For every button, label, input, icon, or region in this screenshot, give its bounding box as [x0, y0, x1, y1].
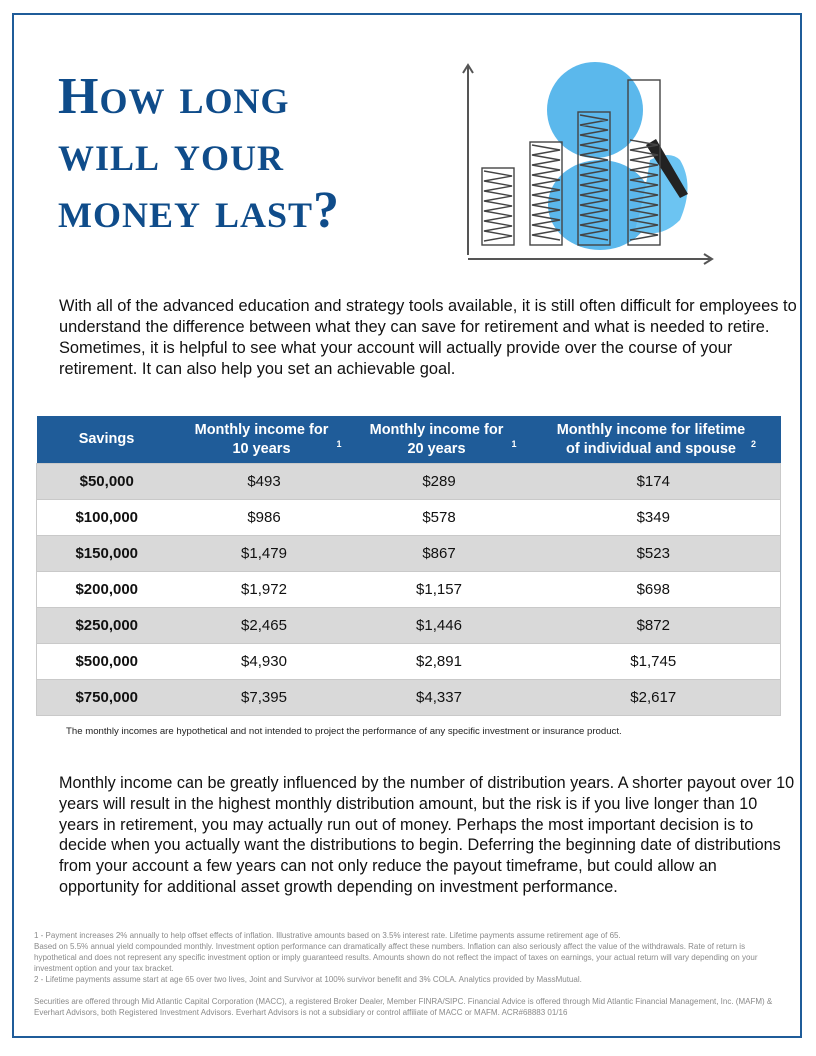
cell-lifetime: $1,745 — [527, 644, 781, 680]
table-row — [37, 644, 781, 680]
cell-lifetime: $698 — [527, 572, 781, 608]
table-row — [37, 572, 781, 608]
table-row — [37, 680, 781, 716]
table-row — [37, 464, 781, 500]
cell-10-years: $1,972 — [177, 572, 352, 608]
title-line: will your — [58, 125, 285, 182]
cell-20-years: $578 — [352, 500, 527, 536]
footnotes — [34, 930, 786, 985]
header-savings: Savings — [37, 416, 177, 464]
cell-10-years: $493 — [177, 464, 352, 500]
cell-lifetime: $349 — [527, 500, 781, 536]
bar-chart-illustration — [450, 55, 730, 270]
cell-20-years: $289 — [352, 464, 527, 500]
cell-savings: $150,000 — [37, 536, 177, 572]
title-line: How long — [58, 68, 290, 125]
cell-10-years: $7,395 — [177, 680, 352, 716]
intro-paragraph: With all of the advanced education and strategy tools available, it is still often difficult for employees to understand the difference between what they can save for retirement and what is needed to retire. Sometimes, it is helpful to see what your account will actually provide over the course of your retirement. It can also help you set an achievable goal. — [59, 297, 797, 378]
body-paragraph: Monthly income can be greatly influenced by the number of distribution years. A shorter payout over 10 years will result in the highest monthly distribution amount, but the risk is if you live longer than 10 years in retirement, you may actually run out of money. Perhaps the most important decision is to decide when you actually want the distributions to begin. Deferring the beginning date of distributions from your account a few years can not only reduce the payout timeframe, but could allow an opportunity for additional asset growth depending on investment performance. — [59, 774, 795, 896]
cell-lifetime: $174 — [527, 464, 781, 500]
cell-savings: $250,000 — [37, 608, 177, 644]
footnote: Based on 5.5% annual yield compounded monthly. Investment option performance can dramatically affect these numbers. Inflation can also seriously affect the value of the withdrawals. Rate of return is hypothetical and does not represent any specific investment option or imply guaranteed results. Amounts shown do not reflect the impact of taxes on earnings, your actual return will vary depending on your investment option and your tax bracket. — [34, 942, 758, 973]
table-row — [37, 500, 781, 536]
cell-10-years: $1,479 — [177, 536, 352, 572]
cell-20-years: $867 — [352, 536, 527, 572]
table-row — [37, 536, 781, 572]
header-10-years: Monthly income for 10 years $^1$ — [177, 416, 352, 464]
table-disclaimer: The monthly incomes are hypothetical and not intended to project the performance of any specific investment or insurance product. — [66, 726, 622, 737]
cell-20-years: $1,157 — [352, 572, 527, 608]
zigzag-line — [484, 171, 512, 241]
header-lifetime: Monthly income for lifetime of individual and spouse $^2$ — [527, 416, 781, 464]
cell-lifetime: $872 — [527, 608, 781, 644]
income-table — [36, 416, 781, 716]
footnote: 2 - Lifetime payments assume start at age 65 over two lives, Joint and Survivor at 100% survivor benefit and 3% COLA. Analytics provided by MassMutual. — [34, 975, 582, 984]
cell-20-years: $2,891 — [352, 644, 527, 680]
header-20-years: Monthly income for 20 years $^1$ — [352, 416, 527, 464]
legal-text: Securities are offered through Mid Atlantic Capital Corporation (MACC), a registered Broker Dealer, Member FINRA/SIPC. Financial Advice is offered through Mid Atlantic Financial Management, Inc. (MAFM) & Everhart Advisors, both Registered Investment Advisors. Everhart Advisors is not a subsidiary or control affiliate of MACC or MAFM. ACR#68883 01/16 — [34, 997, 773, 1017]
footnote: 1 - Payment increases 2% annually to help offset effects of inflation. Illustrative amounts based on 3.5% interest rate. Lifetime payments assume retirement age of 65. — [34, 931, 621, 940]
cell-savings: $50,000 — [37, 464, 177, 500]
cell-savings: $200,000 — [37, 572, 177, 608]
table-header-row — [37, 416, 781, 464]
cell-20-years: $4,337 — [352, 680, 527, 716]
cell-10-years: $4,930 — [177, 644, 352, 680]
title-line: money last? — [58, 182, 341, 239]
table-row — [37, 608, 781, 644]
page-title — [58, 68, 340, 239]
cell-20-years: $1,446 — [352, 608, 527, 644]
cell-10-years: $986 — [177, 500, 352, 536]
cell-savings: $100,000 — [37, 500, 177, 536]
cell-lifetime: $523 — [527, 536, 781, 572]
cell-savings: $500,000 — [37, 644, 177, 680]
cell-savings: $750,000 — [37, 680, 177, 716]
figure-body — [548, 160, 652, 250]
cell-10-years: $2,465 — [177, 608, 352, 644]
cell-lifetime: $2,617 — [527, 680, 781, 716]
